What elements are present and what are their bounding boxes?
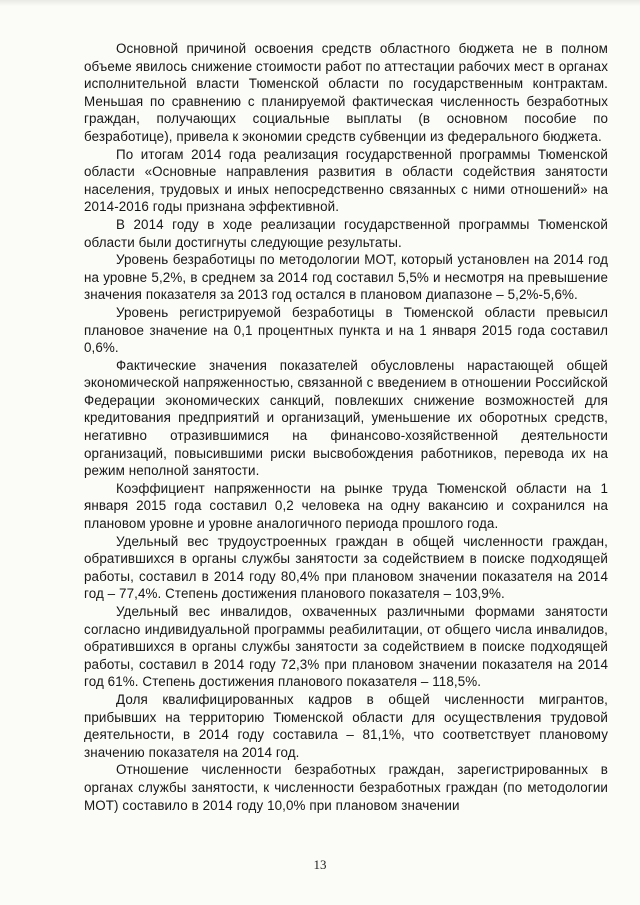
document-body: [84, 40, 608, 814]
paragraph-unemployed-ratio: Отношение численности безработных граждан, зарегистрированных в органах службы занятости, к численности безработных граждан (по методологии МОТ) составило в 2014 году 10,0% при плановом значении: [84, 762, 608, 813]
paragraph-budget-reasons: Основной причиной освоения средств областного бюджета не в полном объеме явилось снижение стоимости работ по аттестации рабочих мест в органах исполнительной власти Тюменской области по государственным контрактам. Меньшая по сравнению с планируемой фактическая численность безработных граждан, получающих социальные выплаты (в основном пособие по безработице), привела к экономии средств субвенции из федерального бюджета.: [84, 41, 608, 144]
paragraph-results-intro: В 2014 году в ходе реализации государственной программы Тюменской области были достигнуты следующие результаты.: [84, 216, 608, 250]
paragraph-program-results: По итогам 2014 года реализация государственной программы Тюменской области «Основные направления развития в области содействия занятости населения, трудовых и иных непосредственно связанных с ними отношений» на 2014-2016 годы признана эффективной.: [84, 146, 608, 215]
paragraph-ilo-unemployment: Уровень безработицы по методологии МОТ, который установлен на 2014 год на уровне 5,2%, в среднем за 2014 год составил 5,5% и несмотря на превышение значения показателя за 2013 год остался в плановом диапазоне – 5,2%-5,6%.: [84, 252, 608, 303]
paragraph-migrants-share: Доля квалифицированных кадров в общей численности мигрантов, прибывших на территорию Тюменской области для осуществления трудовой деятельности, в 2014 году составила – 81,1%, что соответствует плановому значению показателя на 2014 год.: [84, 691, 608, 760]
paragraph-registered-unemployment: Уровень регистрируемой безработицы в Тюменской области превысил плановое значение на 0,1 процентных пункта и на 1 января 2015 года составил 0,6%.: [84, 304, 608, 356]
paragraph-disabled-share: Удельный вес инвалидов, охваченных различными формами занятости согласно индивидуальной программы реабилитации, от общего числа инвалидов, обратившихся в органы службы занятости за содействием в поиске подходящей работы, составил в 2014 году 72,3% при плановом значении показателя на 2014 год 61%. Степень достижения планового показателя – 118,5%.: [84, 604, 608, 690]
page-number: 13: [313, 857, 327, 872]
scan-edge: [0, 0, 640, 6]
paragraph-economic-tension: Фактические значения показателей обусловлены нарастающей общей экономической напряженностью, связанной с введением в отношении Российской Федерации экономических санкций, повлекших снижение возможностей для кредитования предприятий и организаций, уменьшение их оборотных средств, негативно отразившимися на финансово-хозяйственной деятельности организаций, повысившими риски высвобождения работников, перевода их на режим неполной занятости.: [84, 357, 608, 479]
paragraph-tension-coefficient: Коэффициент напряженности на рынке труда Тюменской области на 1 января 2015 года составил 0,2 человека на одну вакансию и сохранился на плановом уровне и уровне аналогичного периода прошлого года.: [84, 480, 608, 532]
paragraph-employed-share: Удельный вес трудоустроенных граждан в общей численности граждан, обратившихся в органы службы занятости за содействием в поиске подходящей работы, составил в 2014 году 80,4% при плановом значении показателя на 2014 год – 77,4%. Степень достижения планового показателя – 103,9%.: [84, 533, 608, 602]
